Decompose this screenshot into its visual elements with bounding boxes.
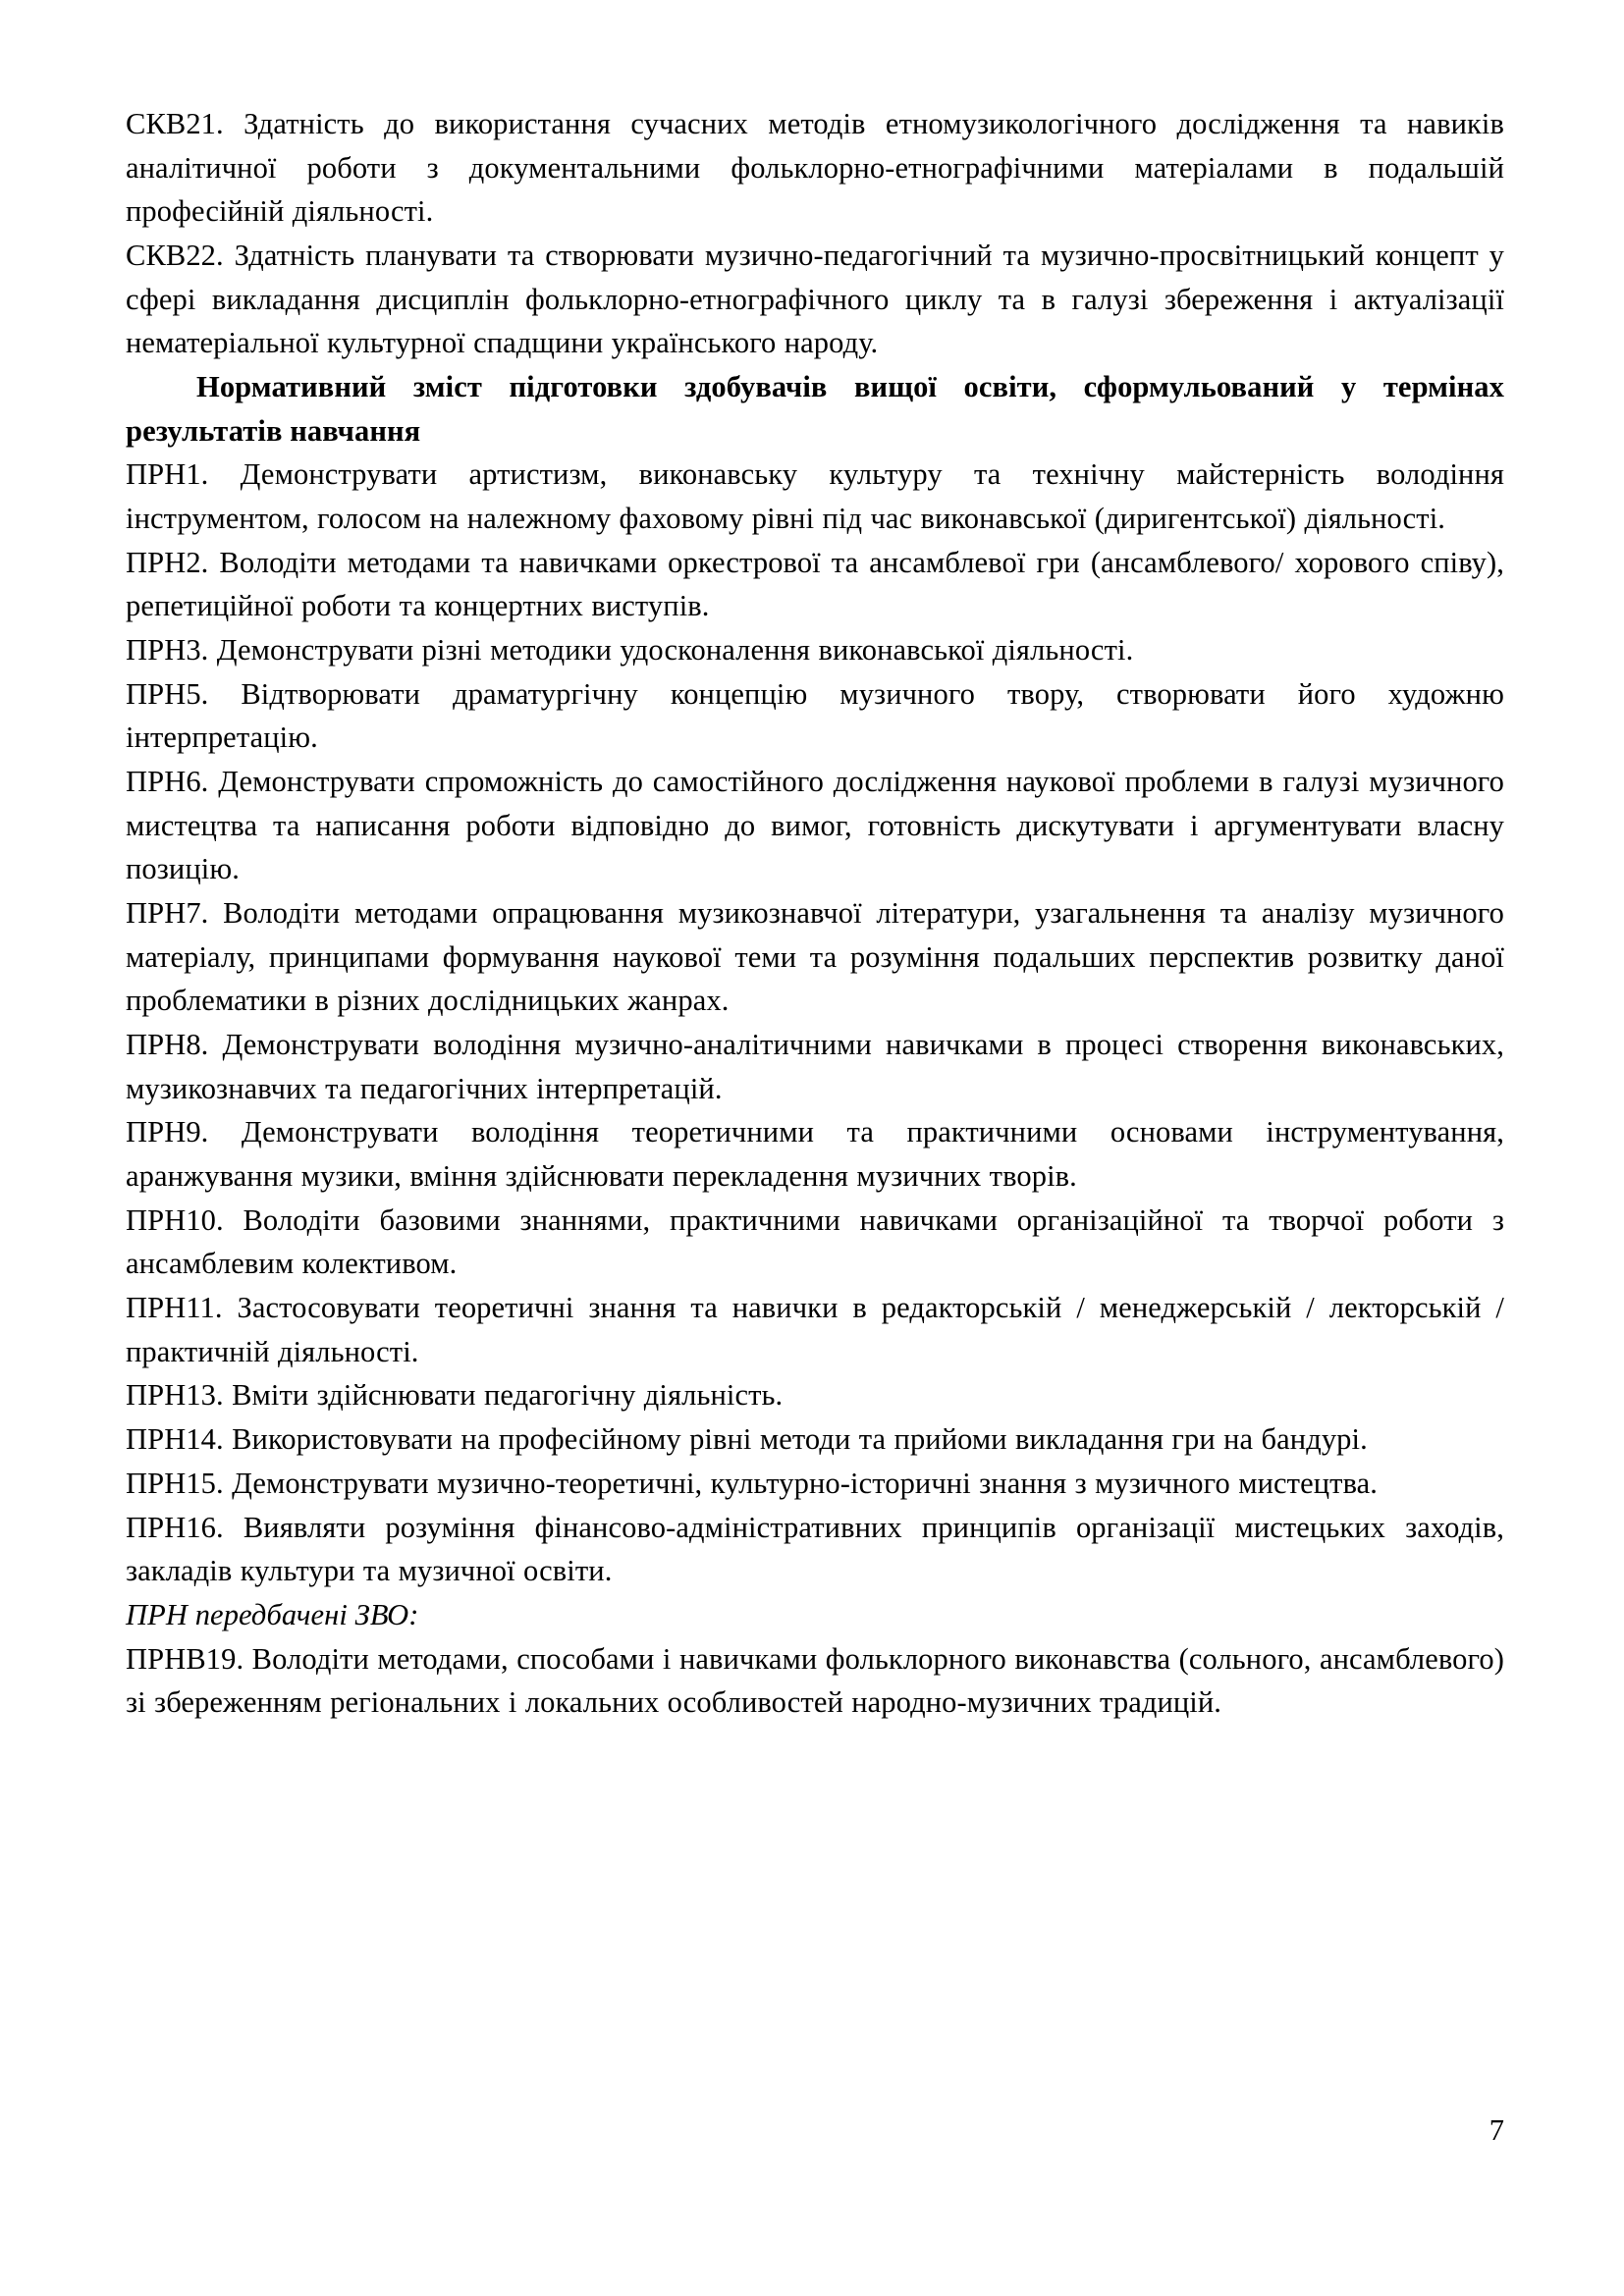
page-text-body — [126, 102, 1504, 1725]
paragraph-prn1: ПРН1. Демонструвати артистизм, виконавську культуру та технічну майстерність володіння інструментом, голосом на належному фаховому рівні під час виконавської (диригентської) діяльності. — [126, 457, 1504, 536]
section-heading-normative-content: Нормативний зміст підготовки здобувачів вищої освіти, сформульований у термінах результатів навчання — [126, 370, 1504, 448]
paragraph-prn8: ПРН8. Демонструвати володіння музично-аналітичними навичками в процесі створення виконавських, музикознавчих та педагогічних інтерпретацій. — [126, 1028, 1504, 1105]
paragraph-prn14: ПРН14. Використовувати на професійному рівні методи та прийоми викладання гри на бандурі. — [126, 1422, 1368, 1457]
paragraph-skv21: СКВ21. Здатність до використання сучасних методів етномузикологічного дослідження та навиків аналітичної роботи з документальними фольклорно-етнографічними матеріалами в подальшій професійній діяльності. — [126, 107, 1504, 229]
paragraph-prnv19: ПРНВ19. Володіти методами, способами і навичками фольклорного виконавства (сольного, ансамблевого) зі збереженням регіональних і локальних особливостей народно-музичних традицій. — [126, 1641, 1504, 1720]
paragraph-prn-zvo-note: ПРН передбачені ЗВО: — [126, 1597, 419, 1631]
page-number: 7 — [1489, 2113, 1504, 2147]
paragraph-prn3: ПРН3. Демонструвати різні методики удосконалення виконавської діяльності. — [126, 633, 1134, 667]
paragraph-prn16: ПРН16. Виявляти розуміння фінансово-адміністративних принципів організації мистецьких заходів, закладів культури та музичної освіти. — [126, 1510, 1504, 1588]
paragraph-prn6: ПРН6. Демонструвати спроможність до самостійного дослідження наукової проблеми в галузі музичного мистецтва та написання роботи відповідно до вимог, готовність дискутувати і аргументувати власну позицію. — [126, 765, 1504, 886]
paragraph-prn10: ПРН10. Володіти базовими знаннями, практичними навичками організаційної та творчої роботи з ансамблевим колективом. — [126, 1202, 1504, 1281]
paragraph-prn7: ПРН7. Володіти методами опрацювання музикознавчої літератури, узагальнення та аналізу музичного матеріалу, принципами формування наукової теми та розуміння подальших перспектив розвитку даної проблематики в різних дослідницьких жанрах. — [126, 896, 1504, 1018]
paragraph-prn9: ПРН9. Демонструвати володіння теоретичними та практичними основами інструментування, аранжування музики, вміння здійснювати перекладення музичних творів. — [126, 1115, 1504, 1194]
paragraph-prn11: ПРН11. Застосовувати теоретичні знання та навички в редакторській / менеджерській / лекторській / практичній діяльності. — [126, 1291, 1504, 1368]
paragraph-prn5: ПРН5. Відтворювати драматургічну концепцію музичного твору, створювати його художню інтерпретацію. — [126, 676, 1504, 755]
paragraph-prn2: ПРН2. Володіти методами та навичками оркестрової та ансамблевої гри (ансамблевого/ хорового співу), репетиційної роботи та концертних виступів. — [126, 545, 1504, 623]
paragraph-skv22: СКВ22. Здатність планувати та створювати музично-педагогічний та музично-просвітницький концепт у сфері викладання дисциплін фольклорно-етнографічного циклу та в галузі збереження і актуалізації нематеріальної культурної спадщини українського народу. — [126, 239, 1504, 360]
paragraph-prn13: ПРН13. Вміти здійснювати педагогічну діяльність. — [126, 1378, 784, 1413]
paragraph-prn15: ПРН15. Демонструвати музично-теоретичні, культурно-історичні знання з музичного мистецтва. — [126, 1466, 1379, 1500]
